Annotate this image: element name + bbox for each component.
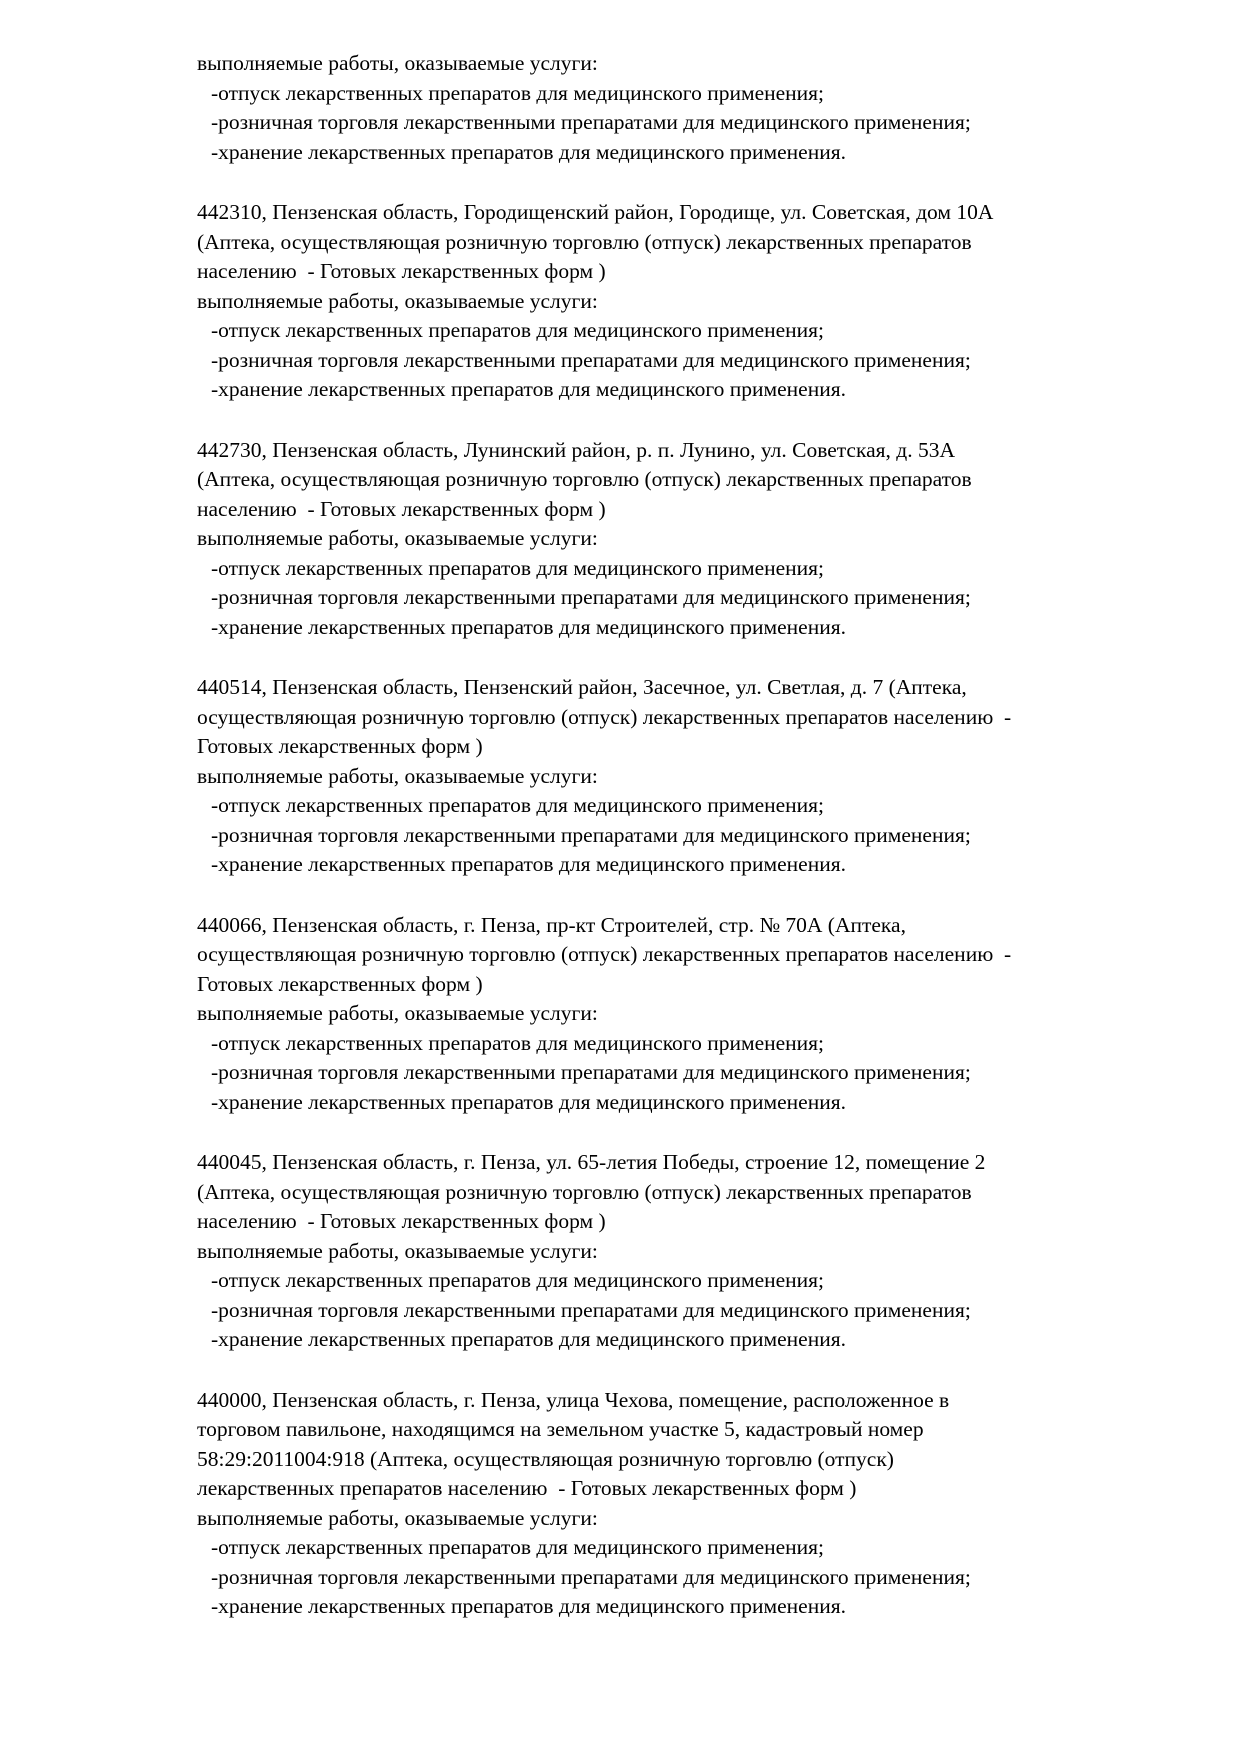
address-line: населению - Готовых лекарственных форм ) (197, 259, 606, 283)
service-item: -отпуск лекарственных препаратов для медицинского применения; (211, 793, 825, 817)
address-line: 440000, Пензенская область, г. Пенза, улица Чехова, помещение, расположенное в (197, 1387, 950, 1412)
services-header: выполняемые работы, оказываемые услуги: (197, 526, 598, 550)
service-item: -розничная торговля лекарственными препаратами для медицинского применения; (211, 1060, 971, 1084)
address-line: лекарственных препаратов населению - Готовых лекарственных форм ) (197, 1476, 857, 1500)
service-item: -розничная торговля лекарственными препаратами для медицинского применения; (211, 110, 971, 134)
service-item: -отпуск лекарственных препаратов для медицинского применения; (211, 1268, 825, 1292)
service-item: -розничная торговля лекарственными препаратами для медицинского применения; (211, 347, 971, 372)
service-item: -хранение лекарственных препаратов для медицинского применения. (211, 1594, 846, 1618)
services-header: выполняемые работы, оказываемые услуги: (197, 1505, 598, 1530)
pharmacy-entry-442310 (197, 198, 1211, 405)
service-item: -отпуск лекарственных препаратов для медицинского применения; (211, 1030, 825, 1055)
services-header: выполняемые работы, оказываемые услуги: (197, 1238, 598, 1263)
services-header: выполняемые работы, оказываемые услуги: (197, 51, 598, 75)
address-line: Готовых лекарственных форм ) (197, 734, 483, 758)
address-line: населению - Готовых лекарственных форм ) (197, 496, 606, 521)
service-item: -розничная торговля лекарственными препаратами для медицинского применения; (211, 1297, 971, 1322)
address-line: 58:29:2011004:918 (Аптека, осуществляющая розничную торговлю (отпуск) (197, 1446, 894, 1471)
address-line: 440514, Пензенская область, Пензенский район, Засечное, ул. Светлая, д. 7 (Аптека, (197, 675, 967, 699)
address-line: (Аптека, осуществляющая розничную торговлю (отпуск) лекарственных препаратов (197, 1179, 972, 1204)
service-item: -хранение лекарственных препаратов для медицинского применения. (211, 852, 846, 876)
service-item: -хранение лекарственных препаратов для медицинского применения. (211, 614, 846, 639)
service-item: -розничная торговля лекарственными препаратами для медицинского применения; (211, 585, 971, 609)
address-line: 440045, Пензенская область, г. Пенза, ул. 65-летия Победы, строение 12, помещение 2 (197, 1150, 986, 1174)
service-item: -хранение лекарственных препаратов для медицинского применения. (211, 139, 846, 164)
pharmacy-entry-440045 (197, 1148, 1211, 1355)
service-item: -розничная торговля лекарственными препаратами для медицинского применения; (211, 822, 971, 847)
services-header: выполняемые работы, оказываемые услуги: (197, 1001, 598, 1025)
service-item: -отпуск лекарственных препаратов для медицинского применения; (211, 1535, 825, 1559)
service-item: -отпуск лекарственных препаратов для медицинского применения; (211, 555, 825, 580)
address-line: населению - Готовых лекарственных форм ) (197, 1209, 606, 1233)
address-line: осуществляющая розничную торговлю (отпуск) лекарственных препаратов населению - (197, 704, 1012, 729)
address-line: осуществляющая розничную торговлю (отпуск) лекарственных препаратов населению - (197, 942, 1012, 966)
address-line: 440066, Пензенская область, г. Пенза, пр-кт Строителей, стр. № 70А (Аптека, (197, 912, 906, 937)
address-line: торговом павильоне, находящимся на земельном участке 5, кадастровый номер (197, 1417, 924, 1441)
address-line: 442310, Пензенская область, Городищенский район, Городище, ул. Советская, дом 10А (197, 200, 994, 224)
services-header: выполняемые работы, оказываемые услуги: (197, 288, 598, 313)
service-item: -хранение лекарственных препаратов для медицинского применения. (211, 377, 846, 401)
services-header: выполняемые работы, оказываемые услуги: (197, 763, 598, 788)
pharmacy-entry-440000 (197, 1386, 1211, 1622)
service-item: -розничная торговля лекарственными препаратами для медицинского применения; (211, 1564, 971, 1589)
service-item: -хранение лекарственных препаратов для медицинского применения. (211, 1327, 846, 1351)
pharmacy-entry-440066 (197, 911, 1211, 1118)
services-block-intro (197, 49, 1211, 167)
service-item: -отпуск лекарственных препаратов для медицинского применения; (211, 80, 825, 105)
address-line: Готовых лекарственных форм ) (197, 971, 483, 996)
service-item: -хранение лекарственных препаратов для медицинского применения. (211, 1089, 846, 1114)
address-line: 442730, Пензенская область, Лунинский район, р. п. Лунино, ул. Советская, д. 53А (197, 437, 955, 462)
service-item: -отпуск лекарственных препаратов для медицинского применения; (211, 318, 825, 342)
pharmacy-entry-442730 (197, 436, 1211, 643)
address-line: (Аптека, осуществляющая розничную торговлю (отпуск) лекарственных препаратов (197, 229, 972, 254)
address-line: (Аптека, осуществляющая розничную торговлю (отпуск) лекарственных препаратов (197, 467, 972, 491)
pharmacy-entry-440514 (197, 673, 1211, 880)
